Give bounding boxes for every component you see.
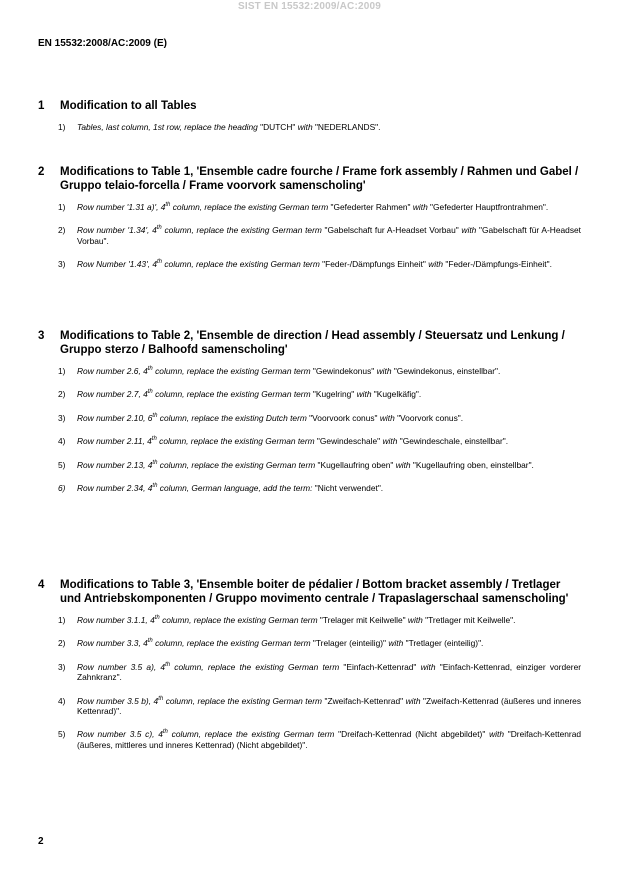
term-text: "Einfach-Kettenrad" (339, 661, 421, 672)
instruction-text: with (382, 436, 398, 447)
instruction-text: Row number 2.10, 6 (77, 412, 153, 423)
term-text: "Dreifach-Kettenrad (Nicht abgebildet)" (334, 729, 490, 740)
item-number: 5) (58, 459, 66, 470)
item-text (77, 389, 583, 399)
list-item (38, 389, 583, 399)
section-number: 3 (38, 330, 45, 342)
item-text (77, 366, 583, 376)
instruction-text: Row Number '1.43', 4 (77, 259, 158, 270)
instruction-text: with (412, 202, 428, 212)
list-item (38, 366, 583, 376)
item-text (77, 460, 583, 470)
instruction-text: column, German language, add the term: (157, 483, 313, 494)
section-3 (38, 329, 583, 506)
term-text: "Gewindekonus" (310, 366, 377, 376)
instruction-text: Row number 2.34, 4 (77, 483, 153, 494)
instruction-text: column, replace the existing German term (170, 661, 340, 672)
term-text: "Kugelkäfig". (371, 389, 422, 400)
instruction-text: with (297, 122, 313, 132)
modification-list (38, 615, 583, 750)
term-text: "Voorvoork conus" (306, 412, 380, 423)
instruction-text: Row number '1.34', 4 (77, 225, 157, 236)
list-item (38, 729, 583, 750)
term-text: "Feder-/Dämpfungs-Einheit". (443, 259, 552, 270)
item-number: 2) (58, 225, 66, 236)
instruction-text: column, replace the existing German term (162, 259, 320, 270)
item-text (77, 122, 583, 132)
item-text (77, 225, 583, 246)
instruction-text: with (395, 459, 411, 470)
section-4 (38, 578, 583, 763)
instruction-text: column, replace the existing German term (152, 389, 311, 400)
superscript: th (147, 638, 153, 645)
item-number: 1) (58, 615, 66, 625)
superscript: th (165, 202, 171, 209)
document-code: EN 15532:2008/AC:2009 (E) (38, 38, 167, 49)
section-heading (38, 329, 583, 357)
term-text: "Zweifach-Kettenrad (äußeres und inneres Kettenrad)". (77, 695, 582, 717)
list-item (38, 615, 583, 625)
page-number: 2 (38, 836, 44, 847)
list-item (38, 483, 583, 493)
superscript: th (157, 259, 163, 266)
modification-list (38, 202, 583, 270)
instruction-text: column, replace the existing German term (159, 615, 318, 625)
section-number: 1 (38, 100, 45, 112)
term-text: "Gewindeschale" (314, 436, 383, 447)
term-text: "Einfach-Kettenrad, einziger vorderer Zahnkranz". (77, 661, 582, 683)
term-text: "Zweifach-Kettenrad" (322, 695, 406, 706)
instruction-text: column, replace the existing German term (152, 366, 311, 376)
instruction-text: with (461, 225, 477, 236)
item-number: 5) (58, 729, 66, 740)
instruction-text: column, replace the existing German term (167, 729, 335, 740)
instruction-text: Row number 3.5 a), 4 (77, 661, 166, 672)
superscript: th (151, 436, 157, 443)
item-text (77, 413, 583, 423)
term-text: "Trelager mit Keilwelle" (317, 615, 408, 625)
instruction-text: column, replace the existing German term (170, 202, 329, 212)
instruction-text: column, replace the existing German term (156, 436, 315, 447)
instruction-text: column, replace the existing German term (161, 225, 322, 236)
item-number: 1) (58, 122, 66, 132)
term-text: "Tretlager mit Keilwelle". (422, 615, 516, 625)
instruction-text: Row number '1.31 a)', 4 (77, 202, 166, 212)
item-text (77, 436, 583, 446)
section-number: 2 (38, 166, 45, 178)
item-text (77, 615, 583, 625)
instruction-text: Row number 2.11, 4 (77, 436, 152, 447)
item-number: 3) (58, 661, 66, 672)
superscript: th (165, 662, 171, 669)
instruction-text: with (489, 729, 504, 740)
list-item (38, 662, 583, 683)
instruction-text: Row number 3.5 b), 4 (77, 695, 159, 706)
superscript: th (162, 729, 168, 736)
list-item (38, 225, 583, 246)
instruction-text: with (379, 412, 395, 423)
instruction-text: column, replace the existing German term (163, 695, 323, 706)
modification-list (38, 366, 583, 493)
item-number: 4) (58, 695, 66, 706)
term-text: "Gewindekonus, einstellbar". (391, 366, 501, 376)
section-title: Modifications to Table 1, 'Ensemble cadre fourche / Frame fork assembly / Rahmen und Gabel / Gruppo telaio-forcella / Frame voorvork samenscholing' (60, 166, 579, 192)
list-item (38, 413, 583, 423)
term-text: "Trelager (einteilig)" (310, 638, 389, 649)
superscript: th (152, 459, 158, 466)
item-number: 2) (58, 389, 66, 400)
instruction-text: column, replace the existing German term (157, 459, 316, 470)
section-title: Modifications to Table 2, 'Ensemble de direction / Head assembly / Steuersatz und Lenkung / Gruppo sterzo / Balhoofd samenscholing' (60, 330, 565, 356)
item-number: 3) (58, 259, 66, 270)
instruction-text: Row number 2.13, 4 (77, 459, 153, 470)
section-title: Modification to all Tables (60, 100, 197, 112)
item-number: 6) (58, 483, 66, 494)
term-text: "Kugelring" (310, 389, 357, 400)
item-number: 4) (58, 436, 66, 447)
item-text (77, 729, 583, 750)
term-text: "Feder-/Dämpfungs Einheit" (319, 259, 429, 270)
section-1 (38, 99, 583, 145)
instruction-text: Row number 2.6, 4 (77, 366, 148, 376)
item-text (77, 483, 583, 493)
item-text (77, 696, 583, 717)
term-text: "Gefederter Hauptfrontrahmen". (427, 202, 549, 212)
item-number: 1) (58, 366, 66, 376)
instruction-text: Row number 3.5 c), 4 (77, 729, 163, 740)
instruction-text: with (420, 661, 436, 672)
instruction-text: with (388, 638, 404, 649)
item-text (77, 662, 583, 683)
term-text: "Kugellaufring oben, einstellbar". (410, 459, 534, 470)
term-text: "NEDERLANDS". (312, 122, 381, 132)
term-text: "Nicht verwendet". (312, 483, 384, 494)
instruction-text: column, replace the existing Dutch term (157, 412, 307, 423)
instruction-text: with (376, 366, 392, 376)
section-2 (38, 165, 583, 283)
term-text: "Dreifach-Kettenrad (äußeres, mittleres und inneres Kettenrad) (Nicht abgebildet)". (77, 729, 582, 750)
instruction-text: Row number 3.3, 4 (77, 638, 148, 649)
list-item (38, 436, 583, 446)
list-item (38, 638, 583, 648)
list-item (38, 202, 583, 212)
instruction-text: with (405, 695, 421, 706)
term-text: "Tretlager (einteilig)". (403, 638, 484, 649)
term-text: "Gewindeschale, einstellbar". (397, 436, 509, 447)
modification-list (38, 122, 583, 132)
instruction-text: column, replace the existing German term (152, 638, 311, 649)
superscript: th (158, 695, 164, 702)
list-item (38, 696, 583, 717)
list-item (38, 122, 583, 132)
section-heading (38, 578, 583, 606)
instruction-text: with (407, 615, 423, 625)
instruction-text: with (428, 259, 444, 270)
term-text: "Kugellaufring oben" (315, 459, 396, 470)
instruction-text: Tables, last column, 1st row, replace the heading (77, 122, 258, 132)
term-text: "Gabelschaft fur A-Headset Vorbau" (321, 225, 462, 236)
superscript: th (152, 413, 158, 420)
item-number: 2) (58, 638, 66, 649)
item-text (77, 202, 583, 212)
instruction-text: with (356, 389, 372, 400)
section-heading (38, 99, 583, 113)
instruction-text: Row number 2.7, 4 (77, 389, 148, 400)
superscript: th (156, 225, 162, 232)
section-title: Modifications to Table 3, 'Ensemble boiter de pédalier / Bottom bracket assembly / Tretlager und Antriebskomponenten / Gruppo movimento centrale / Trapaslagerschaal samenscholing' (60, 579, 569, 605)
item-text (77, 638, 583, 648)
watermark: SIST EN 15532:2009/AC:2009 (237, 1, 382, 12)
list-item (38, 460, 583, 470)
item-text (77, 259, 583, 269)
instruction-text: Row number 3.1.1, 4 (77, 615, 155, 625)
term-text: "Gabelschaft für A-Headset Vorbau". (77, 225, 581, 246)
section-heading (38, 165, 583, 193)
term-text: "Voorvork conus". (394, 412, 464, 423)
superscript: th (147, 389, 153, 396)
term-text: "DUTCH" (257, 122, 298, 132)
superscript: th (147, 366, 153, 373)
superscript: th (154, 615, 160, 622)
superscript: th (152, 483, 158, 490)
section-number: 4 (38, 579, 45, 591)
list-item (38, 259, 583, 269)
term-text: "Gefederter Rahmen" (328, 202, 413, 212)
item-number: 3) (58, 412, 66, 423)
item-number: 1) (58, 202, 66, 212)
